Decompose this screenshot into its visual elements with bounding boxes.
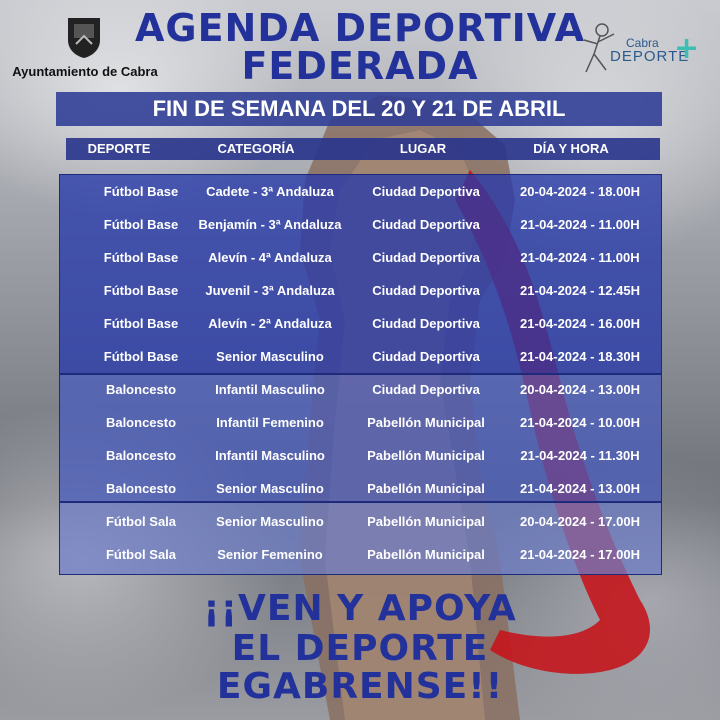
- brand-top-text: Cabra: [626, 36, 659, 50]
- column-header-datetime: DÍA Y HORA: [533, 141, 609, 156]
- cell-datetime: 21-04-2024 - 10.00H: [520, 415, 640, 430]
- cell-place: Ciudad Deportiva: [372, 283, 480, 298]
- cabra-deporte-logo: [580, 16, 710, 86]
- brand-main-text: DEPORTE: [610, 48, 690, 65]
- cell-category: Senior Femenino: [217, 547, 323, 562]
- cell-datetime: 20-04-2024 - 13.00H: [520, 382, 640, 397]
- plus-icon: +: [674, 31, 700, 66]
- table-row: [59, 241, 660, 274]
- cell-datetime: 20-04-2024 - 18.00H: [520, 184, 640, 199]
- cell-datetime: 21-04-2024 - 11.30H: [520, 448, 640, 463]
- cell-place: Ciudad Deportiva: [372, 250, 480, 265]
- cell-place: Pabellón Municipal: [367, 481, 485, 496]
- cell-place: Ciudad Deportiva: [372, 316, 480, 331]
- cell-datetime: 21-04-2024 - 11.00H: [520, 217, 640, 232]
- cell-datetime: 21-04-2024 - 17.00H: [520, 547, 640, 562]
- page-title-line2: FEDERADA: [241, 44, 479, 88]
- cell-sport: Fútbol Sala: [105, 547, 177, 562]
- cell-sport: Baloncesto: [105, 448, 177, 463]
- cell-place: Ciudad Deportiva: [372, 217, 480, 232]
- cell-place: Ciudad Deportiva: [372, 184, 480, 199]
- ayuntamiento-logo: [10, 14, 160, 84]
- cell-datetime: 21-04-2024 - 16.00H: [520, 316, 640, 331]
- cell-datetime: 21-04-2024 - 13.00H: [520, 481, 640, 496]
- cell-sport: Fútbol Sala: [105, 514, 177, 529]
- table-row: [59, 208, 660, 241]
- cell-datetime: 21-04-2024 - 18.30H: [520, 349, 640, 364]
- cell-category: Alevín - 4ª Andaluza: [208, 250, 332, 265]
- cell-sport: Baloncesto: [105, 481, 177, 496]
- table-row: [59, 439, 660, 472]
- cell-place: Pabellón Municipal: [367, 448, 485, 463]
- table-row: [59, 538, 660, 571]
- table-row: [59, 472, 660, 505]
- cell-category: Senior Masculino: [216, 349, 324, 364]
- cell-category: Benjamín - 3ª Andaluza: [198, 217, 342, 232]
- cell-category: Infantil Masculino: [215, 448, 325, 463]
- column-header-category: CATEGORÍA: [217, 141, 295, 156]
- table-row: [59, 274, 660, 307]
- cell-place: Ciudad Deportiva: [372, 349, 480, 364]
- cell-category: Infantil Masculino: [215, 382, 325, 397]
- cell-place: Pabellón Municipal: [367, 547, 485, 562]
- cell-sport: Baloncesto: [105, 415, 177, 430]
- table-row: [59, 505, 660, 538]
- page-title-line1: AGENDA DEPORTIVA: [134, 6, 586, 50]
- cell-sport: Fútbol Base: [103, 250, 179, 265]
- cell-category: Cadete - 3ª Andaluza: [206, 184, 334, 199]
- cell-category: Juvenil - 3ª Andaluza: [205, 283, 335, 298]
- ayuntamiento-name: Ayuntamiento de Cabra: [12, 64, 158, 79]
- cta-line2: EL DEPORTE: [231, 628, 489, 669]
- table-row: [59, 175, 660, 208]
- table-row: [59, 340, 660, 373]
- cell-sport: Fútbol Base: [103, 316, 179, 331]
- column-header-place: LUGAR: [399, 141, 447, 156]
- cell-place: Ciudad Deportiva: [372, 382, 480, 397]
- cell-sport: Fútbol Base: [103, 349, 179, 364]
- table-row: [59, 307, 660, 340]
- cta-line3: EGABRENSE!!: [216, 666, 504, 707]
- cta-line1: ¡¡VEN Y APOYA: [203, 588, 517, 629]
- table-row: [59, 373, 660, 406]
- city-emblem-icon: [62, 14, 106, 58]
- cell-category: Alevín - 2ª Andaluza: [208, 316, 332, 331]
- cell-place: Pabellón Municipal: [367, 514, 485, 529]
- cell-datetime: 21-04-2024 - 11.00H: [520, 250, 640, 265]
- cell-datetime: 21-04-2024 - 12.45H: [520, 283, 640, 298]
- table-header: [66, 138, 660, 160]
- cell-sport: Fútbol Base: [103, 283, 179, 298]
- column-header-sport: DEPORTE: [87, 141, 151, 156]
- cell-category: Senior Masculino: [216, 481, 324, 496]
- cell-sport: Fútbol Base: [103, 217, 179, 232]
- cell-datetime: 20-04-2024 - 17.00H: [520, 514, 640, 529]
- cell-place: Pabellón Municipal: [367, 415, 485, 430]
- date-subtitle: FIN DE SEMANA DEL 20 Y 21 DE ABRIL: [56, 92, 662, 126]
- table-row: [59, 406, 660, 439]
- cell-category: Infantil Femenino: [216, 415, 324, 430]
- cell-sport: Baloncesto: [105, 382, 177, 397]
- cell-category: Senior Masculino: [216, 514, 324, 529]
- cell-sport: Fútbol Base: [103, 184, 179, 199]
